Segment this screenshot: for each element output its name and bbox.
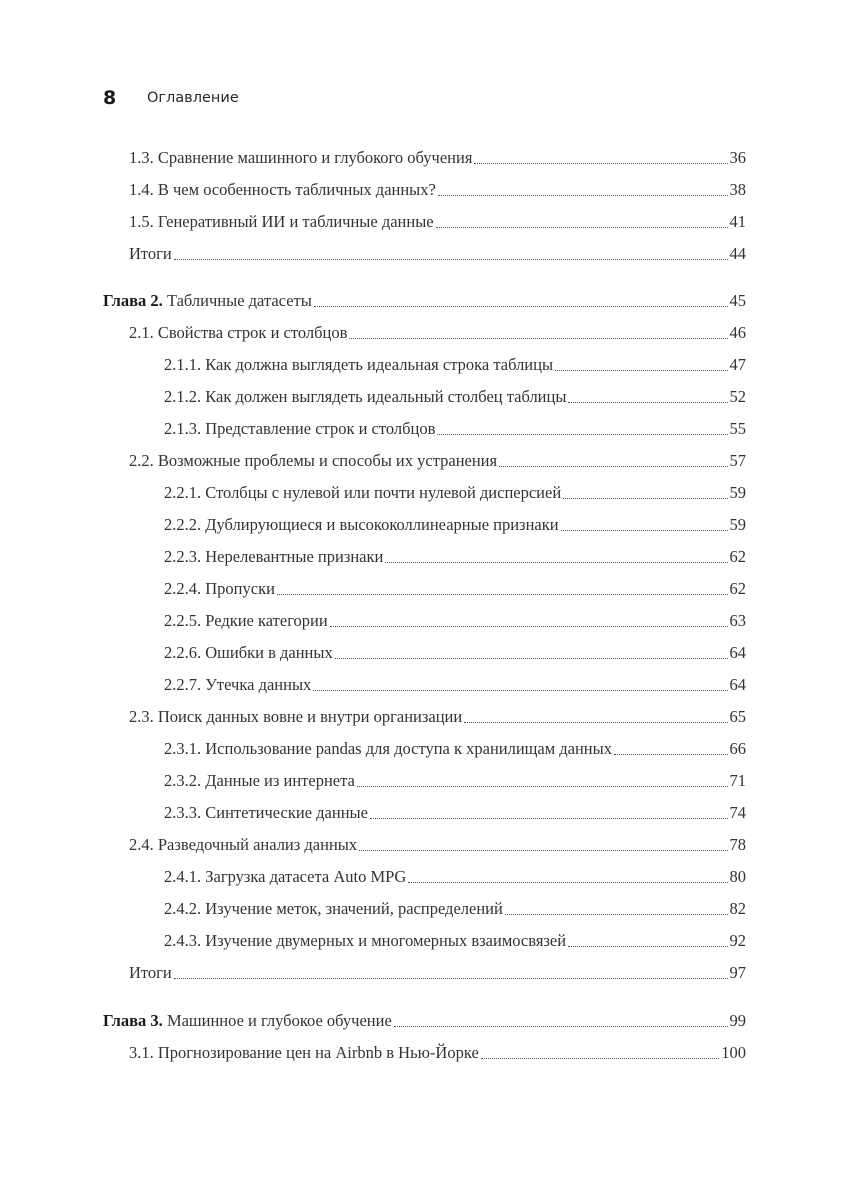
entry-title-text: 2.3.3. Синтетические данные <box>164 803 368 822</box>
entry-title-text: Табличные датасеты <box>162 291 312 310</box>
entry-title-text: 2.2.7. Утечка данных <box>164 675 312 694</box>
toc-entry <box>164 386 746 408</box>
dot-leader <box>481 1058 719 1059</box>
toc-entry-page: 59 <box>729 483 746 502</box>
dot-leader <box>614 754 728 755</box>
dot-leader <box>436 227 728 228</box>
toc-entry-title <box>129 450 497 472</box>
toc-chapter-entry <box>103 1010 746 1032</box>
toc-entry <box>164 610 746 632</box>
toc-entry <box>164 418 746 440</box>
toc-entry-title <box>129 243 172 265</box>
toc-entry <box>164 930 746 952</box>
dot-leader <box>568 946 727 947</box>
dot-leader <box>357 786 728 787</box>
dot-leader <box>330 626 728 627</box>
toc-entry <box>164 354 746 376</box>
page-header <box>103 84 239 112</box>
page-number: 8 <box>103 87 117 109</box>
toc-entry-title <box>129 322 347 344</box>
toc-entry-page: 65 <box>729 707 746 726</box>
entry-title-text: 2.3.1. Использование pandas для доступа к хранилищам данных <box>164 739 612 758</box>
entry-title-text: 2.2. Возможные проблемы и способы их устранения <box>129 451 498 470</box>
toc-entry-title <box>164 866 406 888</box>
toc-entry-page: 47 <box>729 355 746 374</box>
entry-title-text: Итоги <box>129 963 172 982</box>
toc-entry-title <box>164 770 355 792</box>
dot-leader <box>437 434 727 435</box>
toc-entry <box>129 322 746 344</box>
dot-leader <box>563 498 727 499</box>
toc-entry-page: 100 <box>721 1043 746 1062</box>
toc-entry-page: 44 <box>729 244 746 263</box>
dot-leader <box>359 850 727 851</box>
entry-title-text: 1.5. Генеративный ИИ и табличные данные <box>129 212 434 231</box>
entry-title-text: Итоги <box>129 244 172 263</box>
toc-entry-page: 92 <box>729 931 746 950</box>
toc-entry-page: 52 <box>729 387 746 406</box>
toc-entry-page: 64 <box>729 675 746 694</box>
toc-entry-title <box>129 706 462 728</box>
toc-entry <box>164 738 746 760</box>
toc-entry <box>129 179 746 201</box>
toc-entry <box>129 706 746 728</box>
toc-entry-title <box>164 738 612 760</box>
dot-leader <box>505 914 728 915</box>
dot-leader <box>277 594 728 595</box>
toc-entry-page: 82 <box>729 899 746 918</box>
entry-title-text: 1.3. Сравнение машинного и глубокого обучения <box>129 148 473 167</box>
toc-entry-page: 64 <box>729 643 746 662</box>
toc-entry-title <box>164 674 311 696</box>
toc-entry-page: 97 <box>729 963 746 982</box>
toc-entry <box>164 546 746 568</box>
entry-title-text: 3.1. Прогнозирование цен на Airbnb в Нью-Йорке <box>129 1043 479 1062</box>
dot-leader <box>385 562 727 563</box>
toc-entry-title <box>103 290 312 312</box>
toc-entry-title <box>164 386 566 408</box>
chapter-prefix: Глава 2. <box>103 291 163 310</box>
toc-entry-title <box>164 354 553 376</box>
entry-title-text: 2.2.6. Ошибки в данных <box>164 643 333 662</box>
toc-entry-title <box>164 514 559 536</box>
entry-title-text: 2.1.1. Как должна выглядеть идеальная строка таблицы <box>164 355 554 374</box>
entry-title-text: 2.1.3. Представление строк и столбцов <box>164 419 436 438</box>
toc-entry-page: 78 <box>729 835 746 854</box>
running-title: Оглавление <box>147 90 239 106</box>
dot-leader <box>438 195 728 196</box>
dot-leader <box>499 466 727 467</box>
dot-leader <box>174 259 728 260</box>
entry-title-text: 2.3.2. Данные из интернета <box>164 771 355 790</box>
toc-entry <box>164 674 746 696</box>
toc-entry <box>129 834 746 856</box>
dot-leader <box>335 658 728 659</box>
toc-entry <box>129 450 746 472</box>
dot-leader <box>561 530 728 531</box>
dot-leader <box>568 402 727 403</box>
entry-title-text: 2.2.2. Дублирующиеся и высококоллинеарные признаки <box>164 515 559 534</box>
toc-entry-page: 71 <box>729 771 746 790</box>
dot-leader <box>464 722 727 723</box>
toc-entry-title <box>164 610 328 632</box>
entry-title-text: 2.3. Поиск данных вовне и внутри организации <box>129 707 463 726</box>
toc-entry-page: 45 <box>729 291 746 310</box>
dot-leader <box>555 370 727 371</box>
toc-entry <box>129 1042 746 1064</box>
toc-entry-page: 55 <box>729 419 746 438</box>
entry-title-text: 2.1.2. Как должен выглядеть идеальный столбец таблицы <box>164 387 567 406</box>
toc-entry-page: 62 <box>729 579 746 598</box>
entry-title-text: 2.1. Свойства строк и столбцов <box>129 323 348 342</box>
toc-entry <box>164 770 746 792</box>
entry-title-text: 2.4.3. Изучение двумерных и многомерных взаимосвязей <box>164 931 567 950</box>
toc-entry-title <box>164 930 566 952</box>
toc-chapter-entry <box>103 290 746 312</box>
toc-entry-page: 36 <box>729 148 746 167</box>
toc-entry-title <box>164 578 275 600</box>
toc-entry-title <box>129 147 472 169</box>
toc-entry <box>164 642 746 664</box>
toc-entry <box>164 578 746 600</box>
chapter-prefix: Глава 3. <box>103 1011 163 1030</box>
dot-leader <box>313 690 727 691</box>
toc-entry-title <box>129 179 436 201</box>
dot-leader <box>174 978 728 979</box>
entry-title-text: 2.4.2. Изучение меток, значений, распределений <box>164 899 503 918</box>
entry-title-text: 1.4. В чем особенность табличных данных? <box>129 180 436 199</box>
toc-entry <box>164 802 746 824</box>
toc-entry <box>164 514 746 536</box>
toc-entry-title <box>164 418 435 440</box>
dot-leader <box>394 1026 728 1027</box>
toc-entry-page: 63 <box>729 611 746 630</box>
toc-entry <box>129 243 746 265</box>
entry-title-text: 2.4. Разведочный анализ данных <box>129 835 358 854</box>
toc-entry-page: 41 <box>729 212 746 231</box>
toc-entry-title <box>103 1010 392 1032</box>
toc-entry-title <box>129 962 172 984</box>
toc-entry-title <box>129 834 357 856</box>
toc-entry-page: 99 <box>729 1011 746 1030</box>
toc-entry-title <box>164 546 383 568</box>
toc-entry <box>129 211 746 233</box>
dot-leader <box>408 882 727 883</box>
toc-entry-page: 66 <box>729 739 746 758</box>
toc-entry-page: 38 <box>729 180 746 199</box>
toc-entry <box>164 898 746 920</box>
toc-entry <box>129 962 746 984</box>
toc-entry-page: 80 <box>729 867 746 886</box>
toc-entry-title <box>164 898 503 920</box>
toc-entry-page: 59 <box>729 515 746 534</box>
toc-entry-page: 74 <box>729 803 746 822</box>
entry-title-text: 2.2.3. Нерелевантные признаки <box>164 547 384 566</box>
toc-entry <box>164 482 746 504</box>
dot-leader <box>474 163 727 164</box>
toc-entry-page: 46 <box>729 323 746 342</box>
toc-entry-page: 62 <box>729 547 746 566</box>
dot-leader <box>314 306 728 307</box>
toc-entry <box>164 866 746 888</box>
entry-title-text: 2.2.1. Столбцы с нулевой или почти нулевой дисперсией <box>164 483 562 502</box>
dot-leader <box>349 338 727 339</box>
toc-entry <box>129 147 746 169</box>
toc-entry-title <box>164 482 561 504</box>
entry-title-text: 2.4.1. Загрузка датасета Auto MPG <box>164 867 407 886</box>
toc-entry-title <box>164 642 333 664</box>
entry-title-text: 2.2.5. Редкие категории <box>164 611 328 630</box>
entry-title-text: 2.2.4. Пропуски <box>164 579 275 598</box>
entry-title-text: Машинное и глубокое обучение <box>162 1011 392 1030</box>
toc-entry-title <box>129 1042 479 1064</box>
toc-entry-title <box>164 802 368 824</box>
dot-leader <box>370 818 728 819</box>
toc-entry-title <box>129 211 434 233</box>
toc-entry-page: 57 <box>729 451 746 470</box>
